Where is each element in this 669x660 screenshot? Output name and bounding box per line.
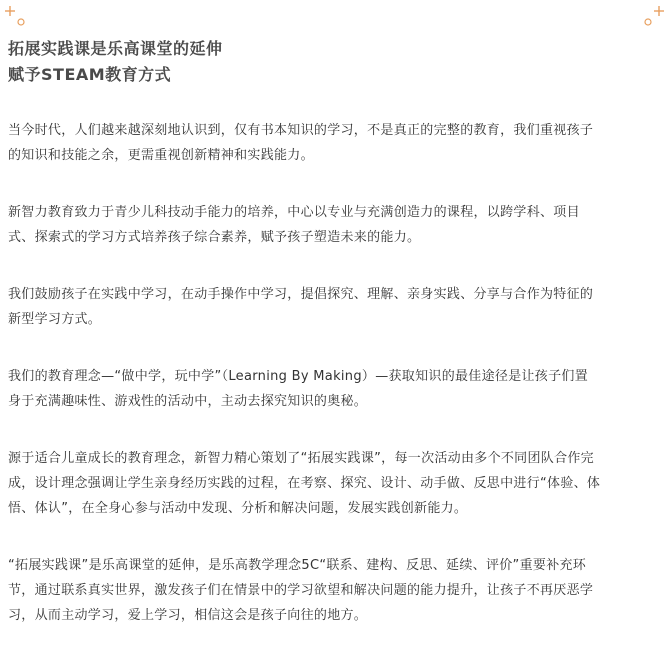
heading-line-1: 拓展实践课是乐高课堂的延伸 <box>8 39 223 58</box>
paragraph-line: 节，通过联系真实世界，激发孩子们在情景中的学习欲望和解决问题的能力提升，让孩子不再厌恶学 <box>8 583 594 598</box>
heading-line-2: 赋予STEAM教育方式 <box>8 65 172 84</box>
article-body <box>8 118 660 660</box>
paragraph-line: 新型学习方式。 <box>8 312 102 327</box>
paragraph-line: 的知识和技能之余，更需重视创新精神和实践能力。 <box>8 148 314 163</box>
paragraph-3 <box>8 282 660 332</box>
paragraph-line: 我们鼓励孩子在实践中学习，在动手操作中学习，提倡探究、理解、亲身实践、分享与合作为特征的 <box>8 287 594 302</box>
paragraph-6 <box>8 553 660 628</box>
paragraph-5 <box>8 446 660 521</box>
paragraph-2 <box>8 200 660 250</box>
paragraph-line: 新智力教育致力于青少儿科技动手能力的培养，中心以专业与充满创造力的课程，以跨学科、项目 <box>8 205 580 220</box>
paragraph-line: “拓展实践课”是乐高课堂的延伸，是乐高教学理念5C“联系、建构、反思、延续、评价”重要补充环 <box>8 558 587 573</box>
article-heading <box>8 36 648 88</box>
paragraph-line: 悟、体认”，在全身心参与活动中发现、分析和解决问题，发展实践创新能力。 <box>8 501 468 516</box>
paragraph-line: 源于适合儿童成长的教育理念，新智力精心策划了“拓展实践课”，每一次活动由多个不同团队合作完 <box>8 451 594 466</box>
paragraph-line: 身于充满趣味性、游戏性的活动中，主动去探究知识的奥秘。 <box>8 394 368 409</box>
paragraph-line: 式、探索式的学习方式培养孩子综合素养，赋予孩子塑造未来的能力。 <box>8 230 421 245</box>
corner-ornament-right-icon <box>639 2 667 28</box>
paragraph-4 <box>8 364 660 414</box>
paragraph-line: 习，从而主动学习，爱上学习，相信这会是孩子向往的地方。 <box>8 608 368 623</box>
paragraph-line: 当今时代，人们越来越深刻地认识到，仅有书本知识的学习，不是真正的完整的教育，我们重视孩子 <box>8 123 594 138</box>
paragraph-1 <box>8 118 660 168</box>
paragraph-line: 我们的教育理念—“做中学，玩中学”（Learning By Making）—获取知识的最佳途径是让孩子们置 <box>8 369 588 384</box>
paragraph-line: 成，设计理念强调让学生亲身经历实践的过程，在考察、探究、设计、动手做、反思中进行“体验、体 <box>8 476 601 491</box>
corner-ornament-left-icon <box>2 2 30 28</box>
